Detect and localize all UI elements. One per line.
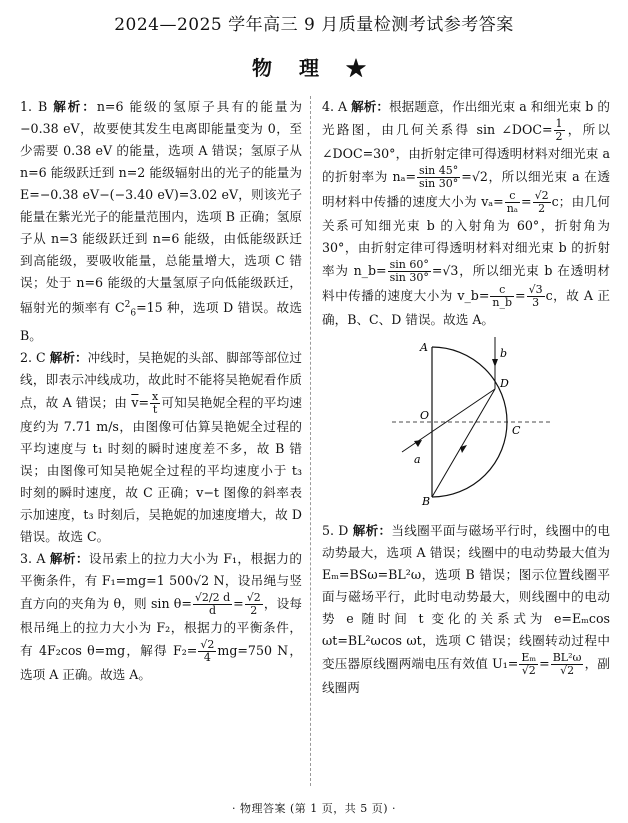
frac-num: √3: [528, 283, 543, 296]
answer-4-label: 解析：: [351, 99, 390, 114]
column-divider: [310, 96, 311, 786]
answer-3-lead: 3. A: [20, 550, 46, 566]
avg-velocity-symbol: $\overline{v}$: [131, 394, 139, 410]
answer-4-text1: 根据题意，作出细光束 a 和细光束 b 的光路图，由几何关系得 sin ∠DOC=: [322, 99, 610, 137]
fraction-root2-2: [533, 190, 551, 215]
answer-1-label: 解析：: [53, 99, 97, 114]
frac-num: c: [490, 284, 514, 297]
frac-num: sin 45°: [419, 164, 459, 177]
answer-5-text3: ，副线圈两: [322, 656, 610, 695]
equals-sign: =: [233, 595, 244, 611]
fraction-root2-over-2: [245, 592, 263, 617]
answer-4: [322, 96, 610, 331]
fraction-c-nb: [490, 284, 514, 309]
answer-5-text1: 当线圈平面与磁场平行时，线圈中的电动势最大，选项 A 错误；线圈中的电动势最大值为 Eₘ=BSω=BL²ω，选项 B 错误；图示位置线圈平面与磁场平行，此时电动势最大，则线圈中的电动势 e 随时间 t 变化的关系式为 e=Eₘcos ωt=BL²ωcos ωt，选项 C 错误；线圈转动过程中变压器原线圈两端电压有效值 U₁=: [322, 523, 610, 671]
answer-4-text5: c；由几何关系可知细光束 b 的入射角为 60°，折射角为 30°，由折射定律可得透明材料对细光束 b 的折射率为 n_b=: [322, 194, 610, 278]
fraction-c-na: [505, 190, 520, 215]
page-footer: · 物理答案 (第 1 页，共 5 页) ·: [231, 802, 397, 815]
answer-4-text2: ，所以∠DOC=30°，由折射定律可得透明材料对细光束 a 的折射率为 nₐ=: [322, 122, 610, 184]
frac-den: √2: [560, 664, 575, 677]
fraction-sin60-sin30: [388, 259, 431, 284]
ray-b-refracted: [432, 389, 495, 497]
equals-sign: =: [539, 656, 550, 671]
frac-den: sin 30°: [419, 177, 459, 190]
frac-den: n_b: [492, 296, 513, 309]
left-column: [20, 96, 302, 686]
answer-3: [20, 548, 302, 686]
answer-2: 2. C 解析：冲线时，吴艳妮的头部、脚部等部位过线，即表示冲线成功，故此时不能将吴艳妮看作质点，故 A 错误；由 $\overline{v}=$ $\frac{x}{t}$ 可知吴艳妮全程的平均速度约为 7.71 m/s，由图像可估算吴艳妮全过程的平均速度与 t₁ 时刻的瞬时速度差不多，故 B 错误；由图像可知吴艳妮全过程的平均速度小于 t₃ 时刻的瞬时速度，故 C 正确；v−t 图像的斜率表示加速度，t₃ 时刻后，吴艳妮的加速度增大，故 D 错误。故选 C。: [20, 349, 303, 544]
frac-den: √2: [521, 664, 536, 677]
fraction-em-root2: [519, 652, 538, 677]
answer-1-text2: =15 种，选项 D 错误。故选 B。: [20, 300, 303, 343]
answer-1-lead: 1. B: [20, 99, 48, 114]
frac-den: 3: [532, 296, 540, 309]
frac-num: √2: [200, 637, 215, 651]
answer-3-text4: mg=750 N，选项 A 正确。故选 A。: [20, 642, 302, 682]
answer-2-label: 解析：: [49, 349, 88, 365]
answer-3-label: 解析：: [49, 550, 89, 566]
answer-1-text1: n=6 能级的氢原子具有的能量为 −0.38 eV，故要使其发生电离即能量变为 0，至少需要 0.38 eV 的能量，选项 A 错误；氢原子从 n=6 能级跃迁到 n=2 能级辐射出的光子的能量为 E=−0.38 eV−(−3.40 eV)=3.02 eV，则该光子能量在紫光光子的能量范围内，选项 B 正确；氢原子从 n=3 能级跃迁到 n=6 能级，由低能级跃迁到高能级，要吸收能量，总能量增大，选项 C 错误；处于 n=6 能级的大量氢原子向低能级跃迁，辐射光的频率有 C: [20, 99, 302, 316]
label-a: a: [414, 453, 421, 466]
frac-den: d: [208, 603, 217, 617]
answer-4-lead: 4. A: [322, 99, 348, 114]
frac-den: 2: [555, 130, 563, 143]
frac-den: 2: [250, 603, 258, 617]
frac-num: Eₘ: [521, 651, 537, 664]
comb-sup: 2: [124, 300, 131, 310]
fraction-root3-3: [527, 284, 545, 309]
frac-num: 1: [555, 117, 563, 130]
fraction-sin45-sin30: [417, 165, 460, 190]
label-D: D: [500, 377, 509, 390]
frac-den: t: [152, 402, 158, 416]
label-b: b: [500, 347, 508, 360]
frac-num: x: [152, 389, 159, 403]
frac-num: √2: [534, 189, 549, 202]
frac-den: 2: [538, 202, 546, 215]
fraction-sin-theta: [193, 592, 232, 617]
label-B: B: [422, 495, 431, 507]
comb-sub: 6: [130, 308, 137, 319]
frac-num: √2: [246, 590, 261, 604]
right-column: [322, 96, 610, 699]
frac-num: sin 60°: [389, 258, 429, 271]
fraction-half: [554, 118, 565, 143]
equals-sign: =: [515, 288, 526, 303]
frac-den: nₐ: [506, 202, 519, 215]
frac-den: 4: [203, 650, 211, 664]
fraction-x-t: [150, 391, 160, 416]
frac-num: c: [505, 190, 520, 203]
frac-num: BL²ω: [552, 651, 582, 664]
answer-2-text2: 可知吴艳妮全程的平均速度约为 7.71 m/s，由图像可估算吴艳妮全过程的平均速度与 t₁ 时刻的瞬时速度差不多，故 B 错误；由图像可知吴艳妮全过程的平均速度小于 t₃ 时刻的瞬时速度，故 C 正确；v−t 图像的斜率表示加速度，t₃ 时刻后，吴艳妮的加速度增大，故 D 错误。故选 C。: [20, 394, 302, 544]
fraction-bl2w-root2: [551, 652, 584, 677]
answer-5-label: 解析：: [352, 523, 392, 538]
label-A: A: [420, 341, 428, 354]
answer-3-text3: ，设每根吊绳上的拉力大小为 F₂，根据力的平衡条件，有 4F₂cos θ=mg，解得 F₂=: [20, 595, 303, 658]
answer-2-text1: 冲线时，吴艳妮的头部、脚部等部位过线，即表示冲线成功，故此时不能将吴艳妮看作质点，故 A 错误；由: [20, 349, 303, 410]
label-C: C: [512, 424, 521, 437]
subject-heading: 物 理 ★: [252, 56, 376, 80]
fraction-root2-over-4: [198, 639, 216, 664]
label-O: O: [420, 409, 430, 422]
arrow-b-icon: [492, 359, 498, 367]
answer-3-text1: 设吊索上的拉力大小为 F₁，根据力的平衡条件，有 F₁=mg=1 500√2 N，设吊绳与竖直方向的夹角为 θ，则 sin θ=: [20, 550, 302, 611]
page-title: 2024—2025 学年高三 9 月质量检测考试参考答案: [114, 15, 514, 35]
arrow-refracted-icon: [460, 445, 467, 453]
answer-2-lead: 2. C: [20, 349, 46, 365]
answer-5: [322, 520, 610, 699]
frac-den: sin 30°: [389, 271, 429, 284]
answer-5-lead: 5. D: [322, 523, 349, 538]
equals-sign: =: [521, 194, 532, 209]
answer-1: [20, 96, 302, 347]
optics-figure: [392, 337, 562, 507]
answer-4-text6: =√3，所以细光束 b 在透明材料中传播的速度大小为 v_b=: [322, 263, 610, 303]
answer-4-text8: c，故 A 正确，B、C、D 错误。故选 A。: [322, 288, 611, 327]
frac-num: √2/2 d: [194, 590, 231, 604]
answer-4-text3: =√2，所以细光束 a 在透明材料中传播的速度大小为 vₐ=: [322, 169, 610, 209]
